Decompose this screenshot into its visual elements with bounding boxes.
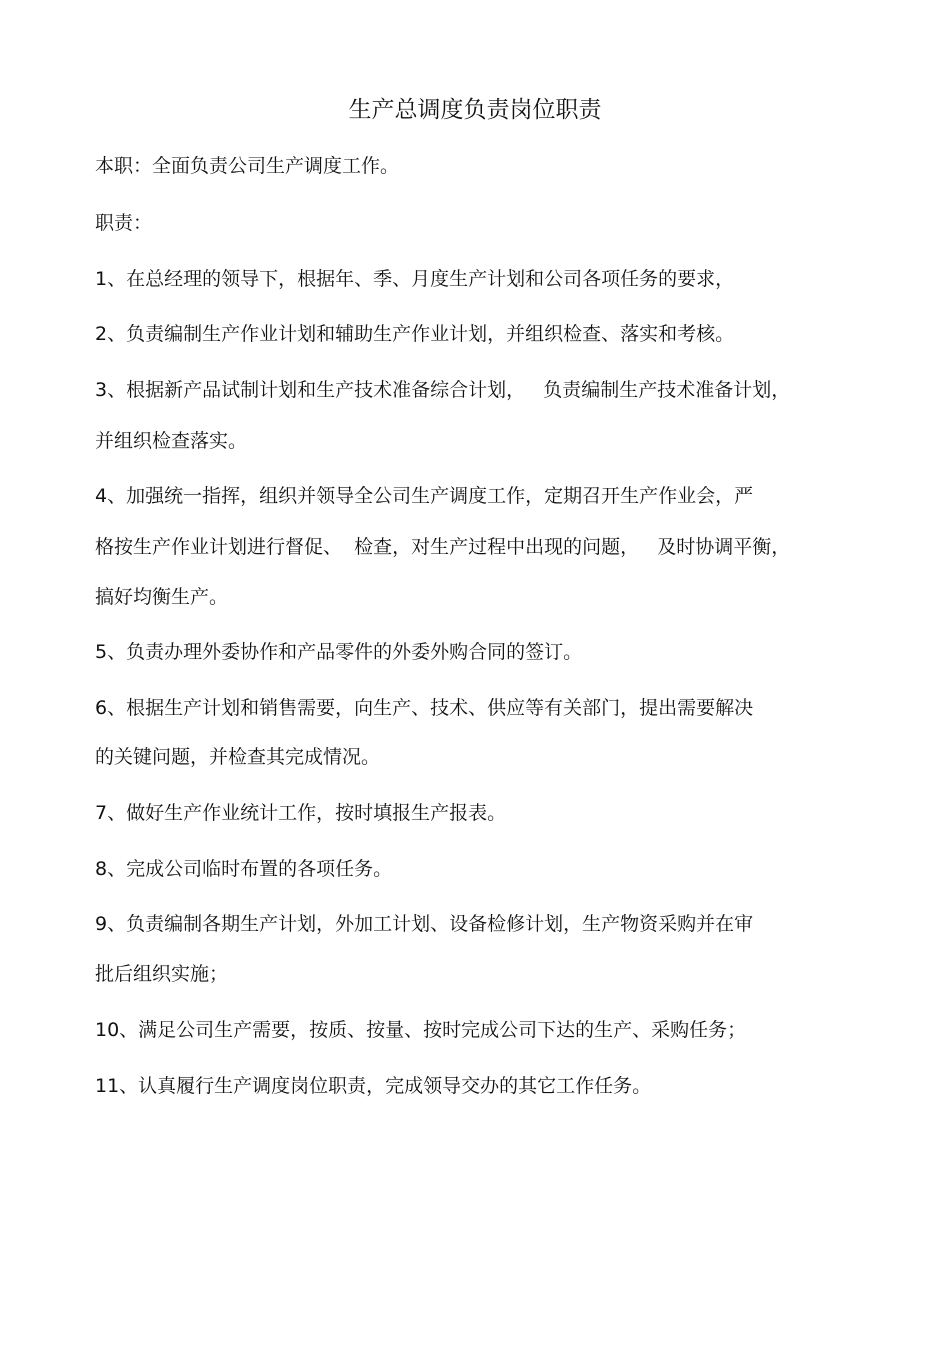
duty-line: 并组织检查落实。: [95, 430, 248, 452]
duty-line: 6、根据生产计划和销售需要，向生产、技术、供应等有关部门，提出需要解决: [95, 697, 754, 719]
duty-line: 7、做好生产作业统计工作，按时填报生产报表。: [95, 802, 507, 824]
duty-line: 4、加强统一指挥，组织并领导全公司生产调度工作，定期召开生产作业会，严: [95, 485, 754, 507]
duty-line: 5、负责办理外委协作和产品零件的外委外购合同的签订。: [95, 641, 583, 663]
duty-line: 1、在总经理的领导下，根据年、季、月度生产计划和公司各项任务的要求，: [95, 268, 735, 290]
duty-line: 搞好均衡生产。: [95, 586, 229, 608]
duty-line: 11、认真履行生产调度岗位职责，完成领导交办的其它工作任务。: [95, 1075, 652, 1097]
duties-heading: 职责：: [95, 212, 153, 234]
duty-line: 2、负责编制生产作业计划和辅助生产作业计划，并组织检查、落实和考核。: [95, 323, 735, 345]
document-title: 生产总调度负责岗位职责: [348, 97, 602, 123]
duty-line: 9、负责编制各期生产计划，外加工计划、设备检修计划，生产物资采购并在审: [95, 913, 754, 935]
duty-line: 8、完成公司临时布置的各项任务。: [95, 858, 393, 880]
duty-line: 格按生产作业计划进行督促、 检查，对生产过程中出现的问题， 及时协调平衡，: [95, 536, 791, 558]
duty-line: 10、满足公司生产需要，按质、按量、按时完成公司下达的生产、采购任务；: [95, 1019, 747, 1041]
duty-line: 批后组织实施；: [95, 963, 229, 985]
duty-line: 的关键问题，并检查其完成情况。: [95, 746, 381, 768]
duty-line: 3、根据新产品试制计划和生产技术准备综合计划， 负责编制生产技术准备计划，: [95, 379, 791, 401]
role-summary: 本职：全面负责公司生产调度工作。: [95, 155, 400, 177]
